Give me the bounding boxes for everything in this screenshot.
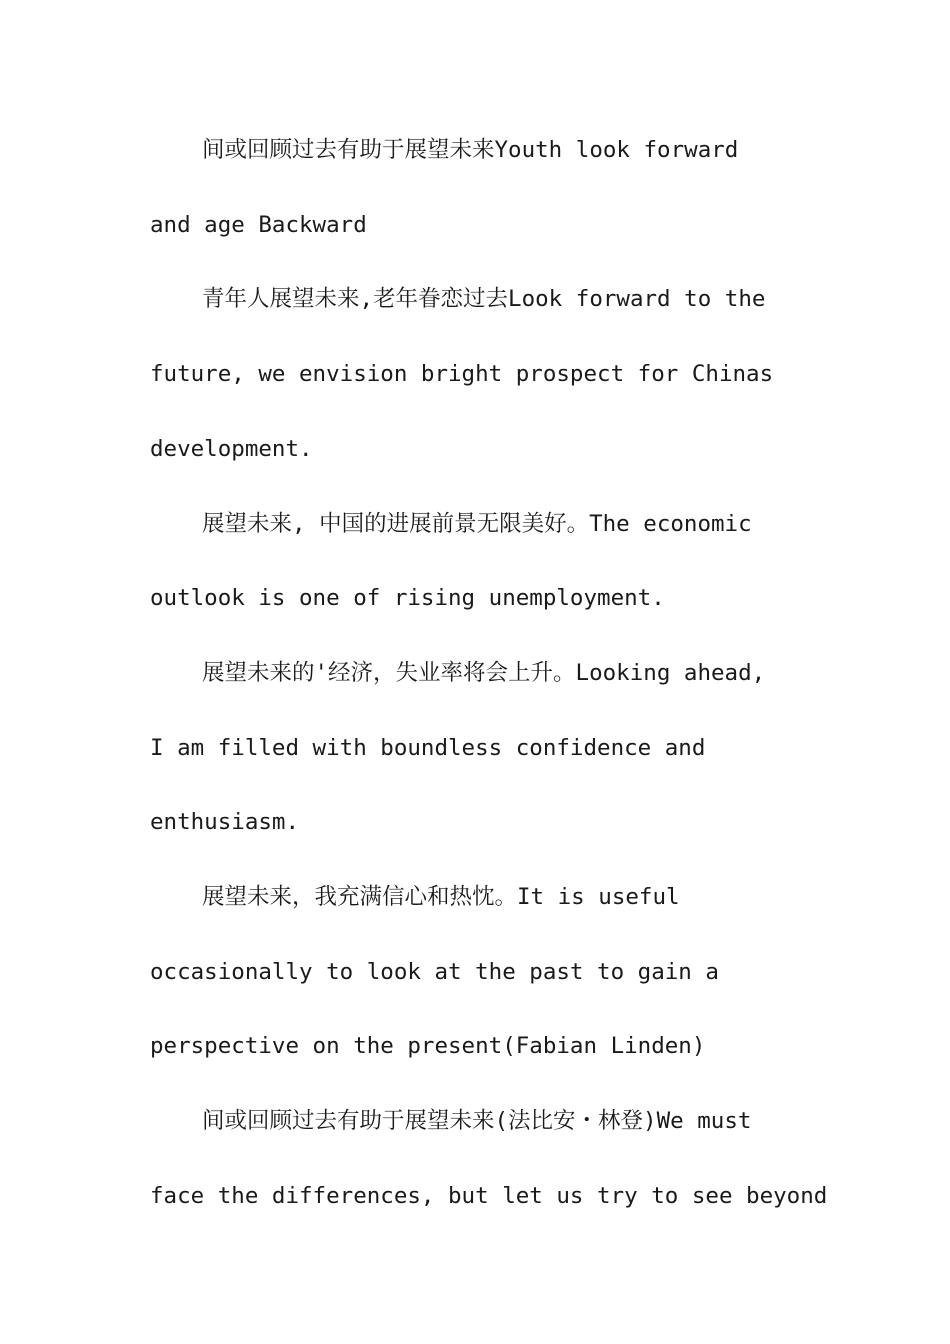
text-line-14: 间或回顾过去有助于展望未来(法比安・林登)We must <box>202 1108 752 1135</box>
text-line-2: and age Backward <box>150 211 367 238</box>
text-line-6: 展望未来, 中国的进展前景无限美好。The economic <box>202 510 752 537</box>
document-body <box>150 113 828 1234</box>
text-line-9: I am filled with boundless confidence and <box>150 734 706 761</box>
text-line-5: development. <box>150 435 313 462</box>
text-line-15: face the differences, but let us try to see beyond <box>150 1182 828 1209</box>
text-line-12: occasionally to look at the past to gain a <box>150 958 719 985</box>
text-line-13: perspective on the present(Fabian Linden) <box>150 1033 706 1060</box>
text-line-10: enthusiasm. <box>150 809 300 836</box>
text-line-7: outlook is one of rising unemployment. <box>150 585 665 612</box>
text-line-4: future, we envision bright prospect for Chinas <box>150 361 774 388</box>
text-line-3: 青年人展望未来,老年眷恋过去Look forward to the <box>202 286 766 313</box>
text-line-8: 展望未来的'经济，失业率将会上升。Looking ahead, <box>202 659 766 686</box>
text-line-11: 展望未来，我充满信心和热忱。It is useful <box>202 884 680 911</box>
text-line-1: 间或回顾过去有助于展望未来Youth look forward <box>202 137 739 163</box>
